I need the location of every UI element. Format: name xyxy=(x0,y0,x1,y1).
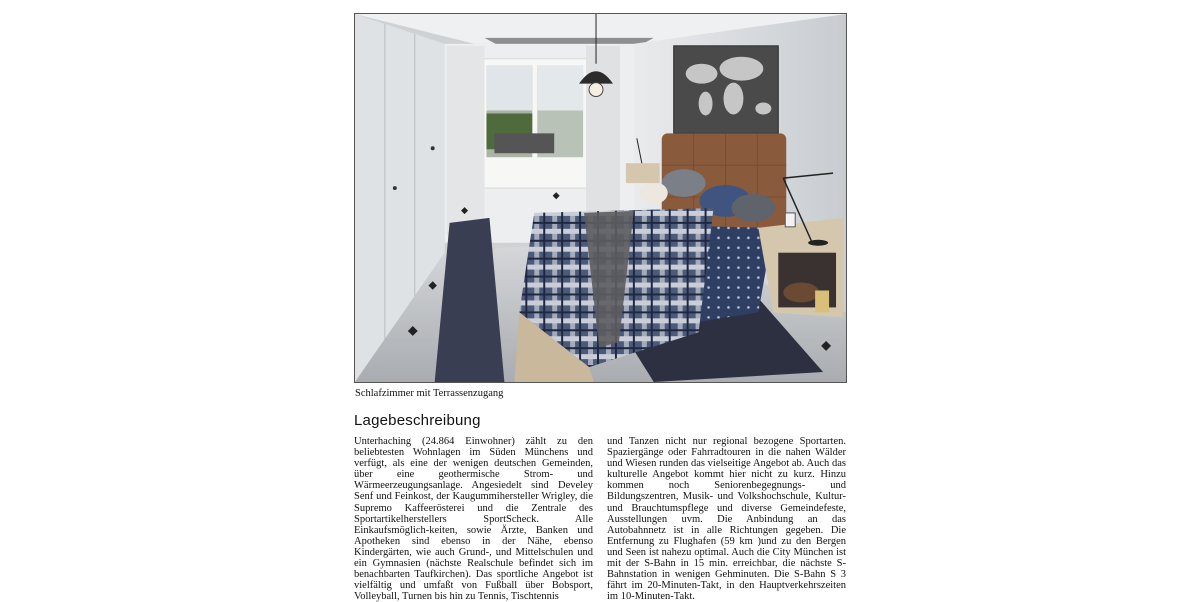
article-column-left: Unterhaching (24.864 Einwohner) zählt zu den beliebtesten Wohnlagen im Süden Münchens und verfügt, als eine der wenigen deutschen Gemeinden, über eine geothermische Strom- und Wärmeerzeugungsanlage. Angesiedelt sind Develey Senf und Feinkost, der Kaugummihersteller Wrigley, die Supremo Kaffeerösterei und die Zentrale des Sportartikelherstellers SportScheck. Alle Einkaufsmöglich-keiten, sowie Ärzte, Banken und Apotheken sind ebenso in der Nähe, ebenso Kindergärten, wie auch Grund-, und Mittelschulen und ein Gymnasien (nächste Realschule befindet sich im benachbarten Taufkirchen). Das sportliche Angebot ist vielfältig und umfaßt von Fußball über Bobsport, Volleyball, Turnen bis hin zu Tennis, Tischtennis xyxy=(354,436,593,602)
photo-caption: Schlafzimmer mit Terrassenzugang xyxy=(355,388,504,399)
bedroom-photo xyxy=(354,13,847,383)
section-heading: Lagebeschreibung xyxy=(354,412,481,429)
article-column-right: und Tanzen nicht nur regional bezogene Sportarten. Spaziergänge oder Fahrradtouren in die nahen Wälder und Wiesen runden das vielseitige Angebot ab. Auch das kulturelle Angebot kommt hier nicht zu kurz. Hinzu kommen noch Seniorenbegegnungs- und Bildungszentren, Musik- und Volkshochschule, Kultur- und Brauchtumspflege und diverse Gemeindefeste, Ausstellungen uvm. Die Anbindung an das Autobahnnetz ist in alle Richtungen gegeben. Die Entfernung zu Flughafen (59 km )und zu den Bergen und Seen ist nahezu optimal. Auch die City München ist mit der S-Bahn in 15 min. erreichbar, die nächste S-Bahnstation in wenigen Gehminuten. Die S-Bahn S 3 fährt im 20-Minuten-Takt, in den Hauptverkehrszeiten im 10-Minuten-Takt. xyxy=(607,436,846,602)
bedroom-illustration xyxy=(355,14,846,382)
